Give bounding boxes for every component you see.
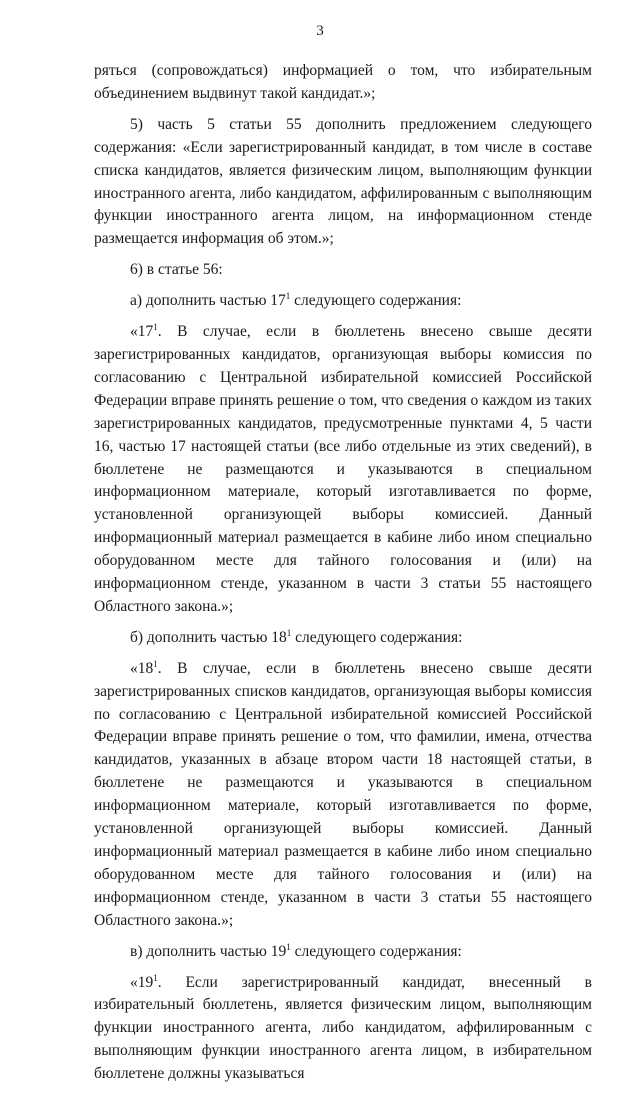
paragraph-continuation: ряться (сопровождаться) информацией о том, что избирательным объединением выдвинут такой кандидат.»;: [94, 62, 592, 102]
paragraph-item-5: 5) часть 5 статьи 55 дополнить предложением следующего содержания: «Если зарегистрированный кандидат, в том числе в составе списка кандидатов, является физическим лицом, выполняющим функции иностранного агента, либо кандидатом, аффилированным с выполняющим функции иностранного агента лицом, на информационном стенде размещается информация об этом.»;: [94, 115, 592, 248]
paragraph-subitem-a: а) дополнить частью $17^1$ следующего содержания:: [130, 291, 462, 310]
paragraph-part-18-1: «$18^1$. В случае, если в бюллетень внесено свыше десяти зарегистрированных списков кандидатов, организующая выборы комиссия по согласованию с Центральной избирательной комиссией Российской Федерации вправе принять решение о том, что фамилии, имена, отчества кандидатов, указанных в абзаце втором части 18 настоящей статьи, в бюллетене не размещаются и указываются в специальном информационном материале, который изготавливается по форме, установленной организующей выборы комиссией. Данный информационный материал размещается в кабине либо ином специально оборудованном месте для тайного голосования и (или) на информационном стенде, указанном в части 3 статьи 55 настоящего Областного закона.»;: [94, 658, 592, 929]
paragraph-subitem-v: в) дополнить частью $19^1$ следующего содержания:: [130, 941, 462, 960]
paragraph-part-19-1: «$19^1$. Если зарегистрированный кандидат, внесенный в избирательный бюллетень, является физическим лицом, выполняющим функции иностранного агента, либо кандидатом, аффилированным с выполняющим функции иностранного агента лицом, в избирательном бюллетене должны указываться: [94, 972, 592, 1083]
paragraph-subitem-b: б) дополнить частью $18^1$ следующего содержания:: [130, 627, 463, 646]
paragraph-item-6: 6) в статье 56:: [130, 261, 223, 279]
document-body: [94, 60, 592, 1094]
page-number: 3: [316, 23, 324, 39]
paragraph-part-17-1: «$17^1$. В случае, если в бюллетень внесено свыше десяти зарегистрированных кандидатов, организующая выборы комиссия по согласованию с Центральной избирательной комиссией Российской Федерации вправе принять решение о том, что сведения о каждом из таких зарегистрированных кандидатов, предусмотренные пунктами 4, 5 части 16, частью 17 настоящей статьи (все либо отдельные из этих сведений), в бюллетене не размещаются и указываются в специальном информационном материале, который изготавливается по форме, установленной организующей выборы комиссией. Данный информационный материал размещается в кабине либо ином специально оборудованном месте для тайного голосования и (или) на информационном стенде, указанном в части 3 статьи 55 настоящего Областного закона.»;: [94, 322, 592, 615]
